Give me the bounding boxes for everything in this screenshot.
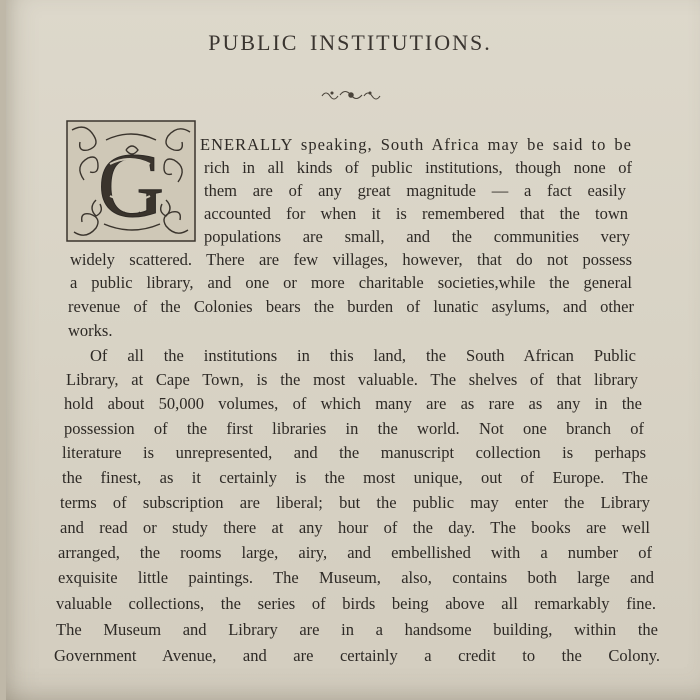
text-line: literature is unrepresented, and the manuscript collection is perhaps: [62, 443, 646, 462]
text-line: and read or study there at any hour of the day. The books are well: [60, 518, 650, 537]
text-line: exquisite little paintings. The Museum, also, contains both large and: [58, 568, 654, 587]
text-line: widely scattered. There are few villages, however, that do not possess: [70, 250, 632, 269]
text-line: Of all the institutions in this land, the South African Public: [90, 346, 636, 365]
text-line: The Museum and Library are in a handsome building, within the: [56, 620, 658, 639]
text-line: Government Avenue, and are certainly a credit to the Colony.: [54, 646, 660, 665]
text-line: possession of the first libraries in the world. Not one branch of: [64, 419, 644, 438]
text-line: them are of any great magnitude — a fact easily: [204, 181, 626, 200]
text-line: the finest, as it certainly is the most unique, out of Europe. The: [62, 468, 648, 487]
text-line: works.: [68, 321, 113, 340]
text-line: accounted for when it is remembered that the town: [204, 204, 628, 223]
text-line: Library, at Cape Town, is the most valuable. The shelves of that library: [66, 370, 638, 389]
page-title: PUBLIC INSTITUTIONS.: [208, 30, 492, 55]
svg-text:G: G: [97, 134, 165, 236]
text-line: populations are small, and the communities very: [204, 227, 630, 246]
text-line: a public library, and one or more charitable societies,while the general: [70, 273, 632, 292]
text-line: hold about 50,000 volumes, of which many are as rare as any in the: [64, 394, 642, 413]
text-line: valuable collections, the series of birds being above all remarkably fine.: [56, 594, 656, 613]
text-line: ENERALLY speaking, South Africa may be said to be: [200, 135, 632, 154]
text-line: arranged, the rooms large, airy, and embellished with a number of: [58, 543, 652, 562]
text-line: terms of subscription are liberal; but the public may enter the Library: [60, 493, 650, 512]
text-line: revenue of the Colonies bears the burden of lunatic asylums, and other: [68, 297, 634, 316]
text-line: rich in all kinds of public institutions, though none of: [204, 158, 632, 177]
